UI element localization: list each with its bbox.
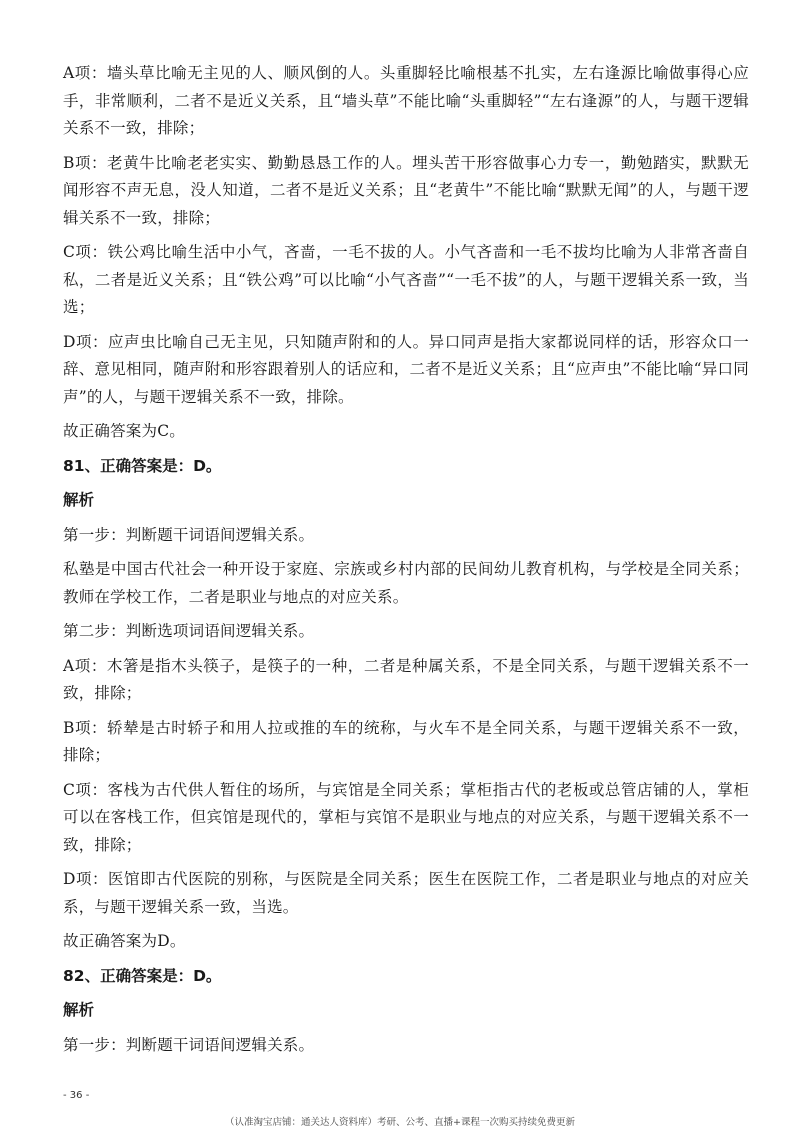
option-b-analysis: B项：老黄牛比喻老老实实、勤勤恳恳工作的人。埋头苦干形容做事心力专一，勤勉踏实，默默无闻形容不声无息，没人知道，二者不是近义关系；且“老黄牛”不能比喻“默默无闻”的人，与题干逻辑关系不一致，排除； bbox=[63, 153, 749, 227]
analysis-heading: 解析 bbox=[63, 1001, 95, 1019]
answer-conclusion: 故正确答案为C。 bbox=[63, 422, 185, 440]
analysis-heading: 解析 bbox=[63, 491, 95, 509]
page-number: - 36 - bbox=[63, 1090, 90, 1101]
option-c-analysis: C项：客栈为古代供人暂住的场所，与宾馆是全同关系；掌柜指古代的老板或总管店铺的人，掌柜可以在客栈工作，但宾馆是现代的，掌柜与宾馆不是职业与地点的对应关系，与题干逻辑关系不一致，排除； bbox=[63, 780, 749, 854]
option-a-analysis: A项：墙头草比喻无主见的人、顺风倒的人。头重脚轻比喻根基不扎实，左右逢源比喻做事得心应手，非常顺利，二者不是近义关系，且“墙头草”不能比喻“头重脚轻”“左右逢源”的人，与题干逻辑关系不一致，排除； bbox=[63, 64, 749, 137]
step-one: 第一步：判断题干词语间逻辑关系。 bbox=[63, 1035, 315, 1054]
document-body bbox=[63, 60, 749, 1066]
option-b-analysis: B项：轿辇是古时轿子和用人拉或推的车的统称，与火车不是全同关系，与题干逻辑关系不一致，排除； bbox=[63, 718, 749, 764]
step-one: 第一步：判断题干词语间逻辑关系。 bbox=[63, 525, 315, 544]
answer-conclusion: 故正确答案为D。 bbox=[63, 932, 186, 950]
footer-note: （认准淘宝店铺：通关达人资料库）考研、公考、直播+课程一次购买持续免费更新 bbox=[225, 1117, 575, 1128]
option-d-analysis: D项：医馆即古代医院的别称，与医院是全同关系；医生在医院工作，二者是职业与地点的对应关系，与题干逻辑关系一致，当选。 bbox=[63, 870, 749, 916]
option-a-analysis: A项：木箸是指木头筷子，是筷子的一种，二者是种属关系，不是全同关系，与题干逻辑关系不一致，排除； bbox=[63, 656, 749, 702]
question-82-answer: 82、正确答案是：D。 bbox=[63, 966, 222, 985]
option-d-analysis: D项：应声虫比喻自己无主见，只知随声附和的人。异口同声是指大家都说同样的话，形容众口一辞、意见相同，随声附和形容跟着别人的话应和，二者不是近义关系；且“应声虫”不能比喻“异口同声”的人，与题干逻辑关系不一致，排除。 bbox=[63, 332, 749, 406]
step-two: 第二步：判断选项词语间逻辑关系。 bbox=[63, 622, 315, 640]
option-c-analysis: C项：铁公鸡比喻生活中小气，吝啬，一毛不拔的人。小气吝啬和一毛不拔均比喻为人非常吝啬自私，二者是近义关系；且“铁公鸡”可以比喻“小气吝啬”“一毛不拔”的人，与题干逻辑关系一致，当选； bbox=[63, 243, 749, 316]
question-81-answer: 81、正确答案是：D。 bbox=[63, 456, 222, 475]
stem-analysis: 私塾是中国古代社会一种开设于家庭、宗族或乡村内部的民间幼儿教育机构，与学校是全同关系；教师在学校工作，二者是职业与地点的对应关系。 bbox=[63, 560, 749, 606]
